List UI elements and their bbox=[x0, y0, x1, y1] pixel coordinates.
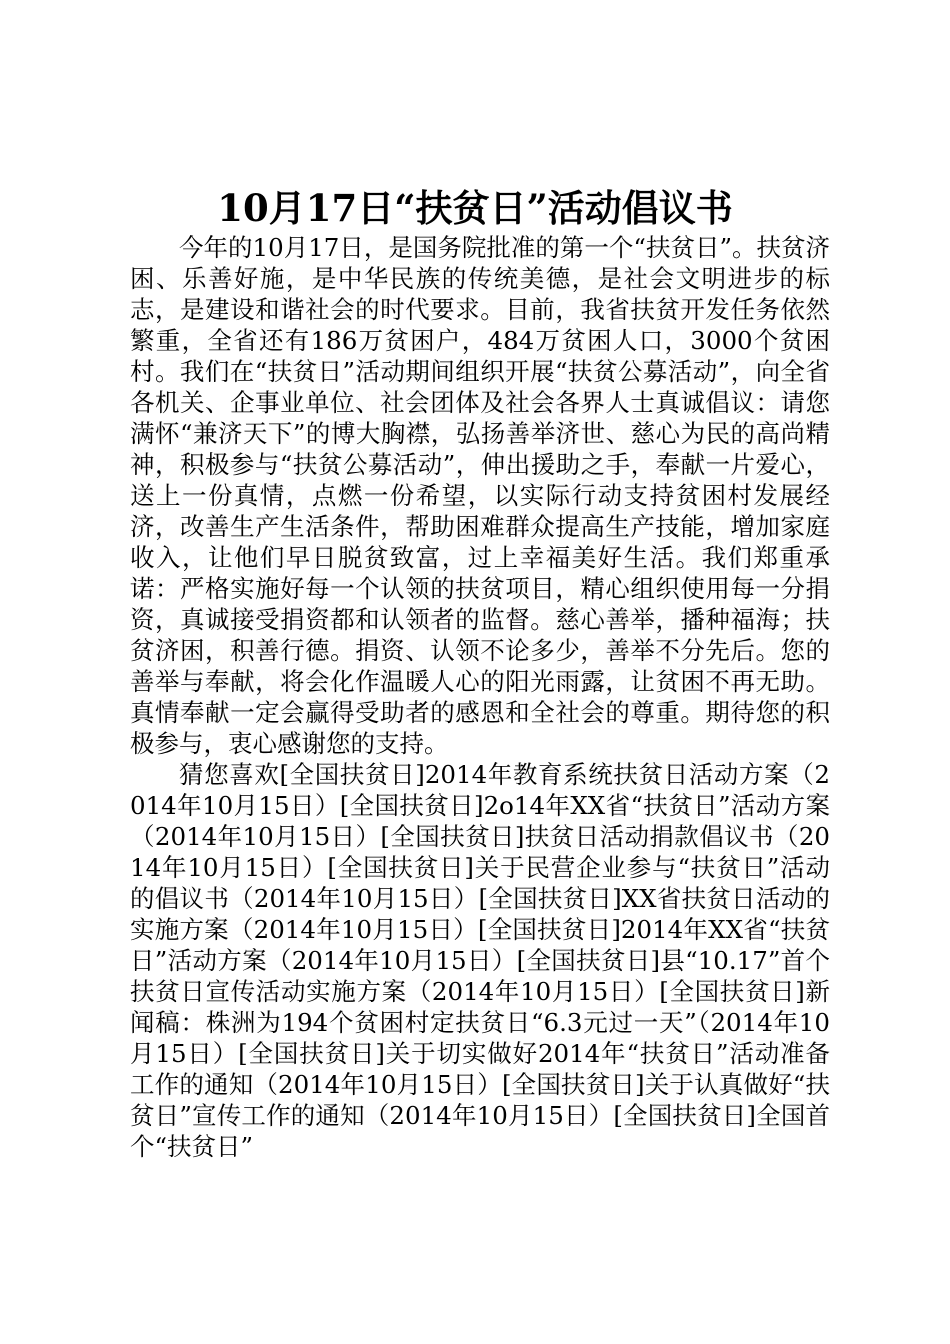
body-paragraph-related-links: 猜您喜欢[全国扶贫日]2014年教育系统扶贫日活动方案（2014年10月15日）[全国扶贫日]2o14年XX省“扶贫日”活动方案（2014年10月15日）[全国扶贫日]扶贫日活动捐款倡议书（2014年10月15日）[全国扶贫日]关于民营企业参与“扶贫日”活动的倡议书（2014年10月15日）[全国扶贫日]XX省扶贫日活动的实施方案（2014年10月15日）[全国扶贫日]2014年XX省“扶贫日”活动方案（2014年10月15日）[全国扶贫日]县“10.17”首个扶贫日宣传活动实施方案（2014年10月15日）[全国扶贫日]新闻稿：株洲为194个贫困村定扶贫日“6.3元过一天”（2014年10月15日）[全国扶贫日]关于切实做好2014年“扶贫日”活动准备工作的通知（2014年10月15日）[全国扶贫日]关于认真做好“扶贫日”宣传工作的通知（2014年10月15日）[全国扶贫日]全国首个“扶贫日” bbox=[130, 760, 830, 1161]
body-paragraph-proposal: 今年的10月17日，是国务院批准的第一个“扶贫日”。扶贫济困、乐善好施，是中华民族的传统美德，是社会文明进步的标志，是建设和谐社会的时代要求。目前，我省扶贫开发任务依然繁重，全省还有186万贫困户，484万贫困人口，3000个贫困村。我们在“扶贫日”活动期间组织开展“扶贫公募活动”，向全省各机关、企事业单位、社会团体及社会各界人士真诚倡议：请您满怀“兼济天下”的博大胸襟，弘扬善举济世、慈心为民的高尚精神，积极参与“扶贫公募活动”，伸出援助之手，奉献一片爱心，送上一份真情，点燃一份希望，以实际行动支持贫困村发展经济，改善生产生活条件，帮助困难群众提高生产技能，增加家庭收入，让他们早日脱贫致富，过上幸福美好生活。我们郑重承诺：严格实施好每一个认领的扶贫项目，精心组织使用每一分捐资，真诚接受捐资都和认领者的监督。慈心善举，播种福海；扶贫济困，积善行德。捐资、认领不论多少，善举不分先后。您的善举与奉献，将会化作温暖人心的阳光雨露，让贫困不再无助。真情奉献一定会赢得受助者的感恩和全社会的尊重。期待您的积极参与，衷心感谢您的支持。 bbox=[130, 233, 830, 758]
document-body bbox=[130, 232, 830, 1162]
document-title: 10月17日“扶贫日”活动倡议书 bbox=[217, 186, 733, 230]
